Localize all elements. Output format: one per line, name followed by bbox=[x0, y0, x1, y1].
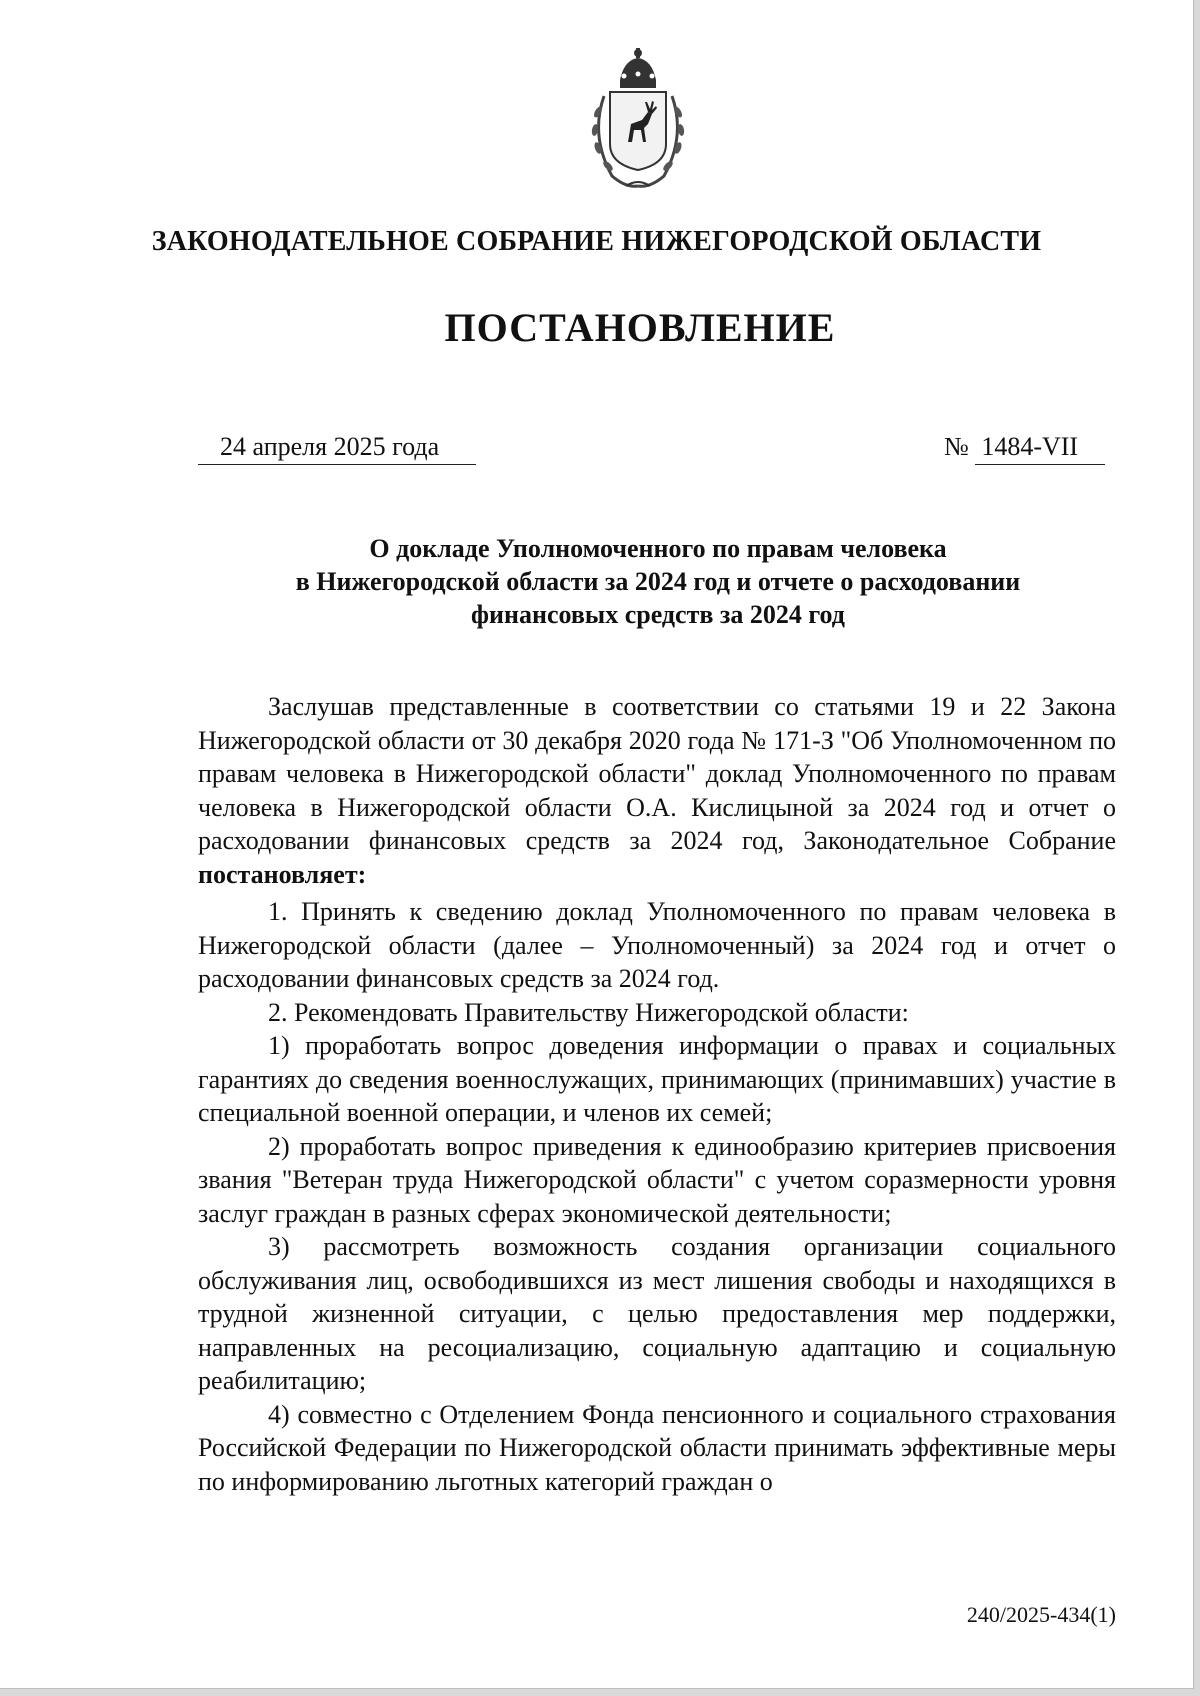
registration-code: 240/2025-434(1) bbox=[966, 1602, 1116, 1627]
organization-title: ЗАКОНОДАТЕЛЬНОЕ СОБРАНИЕ НИЖЕГОРОДСКОЙ ОБЛАСТИ bbox=[151, 226, 1042, 257]
subitem-paragraph: 1) проработать вопрос доведения информации о правах и социальных гарантиях до сведения военнослужащих, принимающих (принимавших) участие в специальной военной операции, и членов их семей; bbox=[198, 1031, 1116, 1127]
subitem-paragraph: 3) рассмотреть возможность создания организации социального обслуживания лиц, освободившихся из мест лишения свободы и находящихся в трудной жизненной ситуации, с целью предоставления мер поддержки, направленных на ресоциализацию, социальную адаптацию и социальную реабилитацию; bbox=[198, 1232, 1116, 1395]
preamble-text: Заслушав представленные в соответствии со статьями 19 и 22 Закона Нижегородской области от 30 декабря 2020 года № 171-З "Об Уполномоченном по правам человека в Нижегородской области" доклад Уполномоченного по правам человека в Нижегородской области О.А. Кислицыной за 2024 год и отчет о расходовании финансовых средств за 2024 год, Законодательное Собрание bbox=[198, 692, 1116, 855]
document-date: 24 апреля 2025 года bbox=[198, 430, 476, 465]
document-body bbox=[198, 690, 1116, 1498]
coat-of-arms-icon bbox=[568, 46, 708, 196]
item-paragraph: 1. Принять к сведению доклад Уполномоченного по правам человека в Нижегородской области (далее – Уполномоченный) за 2024 год и отчет о расходовании финансовых средств за 2024 год. bbox=[198, 897, 1116, 993]
subject-line: О докладе Уполномоченного по правам человека bbox=[369, 534, 947, 563]
subject-line: финансовых средств за 2024 год bbox=[471, 600, 845, 629]
preamble-resolution: постановляет: bbox=[198, 859, 367, 889]
item-paragraph: 2. Рекомендовать Правительству Нижегородской области: bbox=[268, 997, 909, 1027]
preamble-paragraph bbox=[198, 690, 1116, 891]
subitem-paragraph: 4) совместно с Отделением Фонда пенсионного и социального страхования Российской Федерации по Нижегородской области принимать эффективные меры по информированию льготных категорий граждан о bbox=[198, 1399, 1116, 1496]
document-subject bbox=[198, 532, 1118, 631]
number-sign: № bbox=[944, 432, 969, 461]
document-number bbox=[944, 430, 1116, 465]
subitem-paragraph: 2) проработать вопрос приведения к единообразию критериев присвоения звания "Ветеран труда Нижегородской области" с учетом соразмерности уровня заслуг граждан в разных сферах экономической деятельности; bbox=[198, 1131, 1116, 1228]
subject-line: в Нижегородской области за 2024 год и отчете о расходовании bbox=[295, 567, 1021, 596]
document-type: ПОСТАНОВЛЕНИЕ bbox=[444, 305, 836, 350]
number-value: 1484-VII bbox=[975, 430, 1105, 465]
